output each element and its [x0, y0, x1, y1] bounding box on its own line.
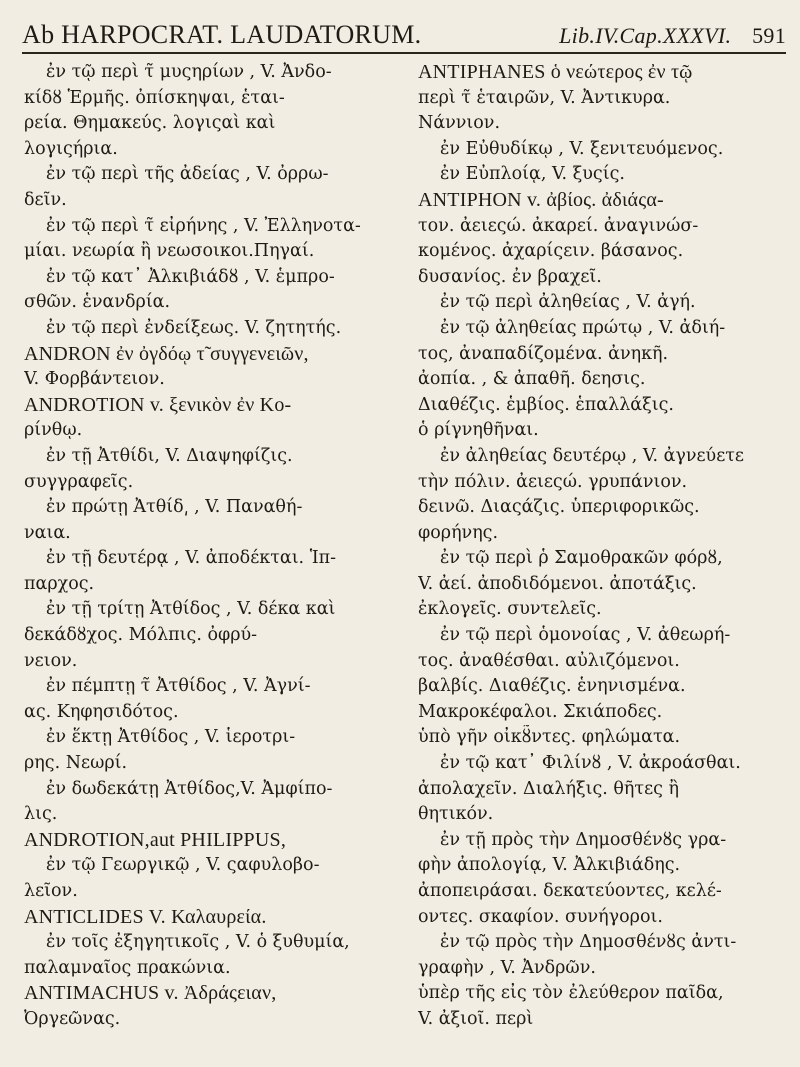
index-line: ἐν δωδεκάτῃ Ἀτθίδος,V. Ἀμφίπο- — [46, 778, 333, 799]
index-line: ἐν πρώτῃ Ἀτθίδ͵ , V. Παναθή- — [46, 497, 303, 518]
header-rule — [22, 52, 786, 54]
index-line: δυσανίος. ἐν βραχεῖ. — [418, 266, 602, 287]
index-line: ἐν τῇ πρὸς τὴν Δημοσθένȣς γρα- — [440, 829, 727, 850]
index-line: νειον. — [24, 650, 78, 671]
index-line: τον. ἀειεςώ. ἀκαρεί. ἀναγινώσ- — [418, 215, 699, 236]
index-line: ὑπὸ γῆν οἰκȣ̃ντες. φηλώματα. — [418, 727, 681, 748]
running-header — [22, 6, 786, 50]
index-line: περὶ τ̃ ἑταιρῶν, V. Ἀντικυρα. — [418, 87, 671, 108]
index-line: κομένος. ἀχαρίςειν. βάσανος. — [418, 241, 684, 262]
header-title: Ab HARPOCRAT. LAUDATORUM. — [22, 20, 422, 49]
index-line: ρης. Νεωρί. — [24, 753, 128, 774]
index-line: ἐν Εὐπλοίᾳ, V. ξυςίς. — [440, 164, 625, 185]
index-line: V. ἀεί. ἀποδιδόμενοι. ἀποτάξις. — [418, 573, 697, 594]
index-line: ἐν τῷ πρὸς τὴν Δημοσθένȣς ἀντι- — [440, 932, 737, 953]
index-line: φορήνης. — [418, 522, 499, 543]
index-line: σθῶν. ἑνανδρία. — [24, 292, 171, 313]
index-line: ἐν Εὐθυδίκῳ , V. ξενιτευόμενος. — [440, 138, 724, 159]
index-line: ἐν τῇ δευτέρᾳ , V. ἀποδέκται. Ἱπ- — [46, 548, 337, 569]
index-line: τος, ἀναπαδίζομένα. ἀνηκῆ. — [418, 343, 669, 364]
index-line: ἐν τῷ κατ᾽ Φιλίνȣ , V. ἀκροάσθαι. — [440, 753, 741, 774]
index-line: Μακροκέφαλοι. Σκιάποδες. — [418, 701, 663, 722]
index-line: δεινῶ. Διαςάζις. ὑπεριφορικῶς. — [418, 497, 700, 518]
left-column — [24, 60, 394, 1033]
author-entry-line: ANTIMACHUS v. Ἀδράςειαν, — [24, 982, 277, 1005]
index-line: μίαι. νεωρία ἢ νεωσοικοι.Πηγαί. — [24, 241, 315, 262]
page-number: 591 — [752, 23, 786, 48]
index-line: φὴν ἀπολογίᾳ, V. Ἀλκιβιάδης. — [418, 855, 681, 876]
index-line: ρεία. Θημακεύς. λογιςαὶ καὶ — [24, 113, 276, 134]
index-line: ἐν ἕκτῃ Ἀτθίδος , V. ἱεροτρι- — [46, 727, 296, 748]
index-line: Νάννιον. — [418, 113, 501, 134]
chapter-reference: Lib.IV.Cap.XXXVI. — [559, 23, 732, 48]
index-line: ἐν τῷ ἀληθείας πρώτῳ , V. ἀδιή- — [440, 317, 726, 338]
index-line: λεῖον. — [24, 881, 78, 901]
index-line: βαλβίς. Διαθέζις. ἑνηνισμένα. — [418, 676, 686, 697]
index-line: ἐν τῷ περὶ τῆς ἀδείας , V. ὀρρω- — [46, 164, 329, 185]
index-line: παλαμναῖος πρακώνια. — [24, 957, 231, 978]
index-line: γραφὴν , V. Ἀνδρῶν. — [418, 957, 596, 978]
index-line: ἐν τῷ περὶ ὁμονοίας , V. ἀθεωρή- — [440, 625, 731, 646]
index-line: ἐκλογεῖς. συντελεῖς. — [418, 599, 602, 620]
header-right — [559, 20, 786, 50]
index-line: ἐν τῷ περὶ ἐνδείξεως. V. ζητητής. — [46, 317, 342, 338]
index-line: ἀποπειράσαι. δεκατεύοντες, κελέ- — [418, 881, 722, 901]
index-line: παρχος. — [24, 573, 95, 594]
index-line: V. Φορβάντειον. — [24, 369, 165, 390]
index-line: ἐν τῷ περὶ ἀληθείας , V. ἀγή. — [440, 292, 696, 313]
right-column — [418, 60, 786, 1033]
author-entry-line: ANTIPHON v. ἀβίος. ἀδιάςα- — [418, 188, 664, 211]
index-line: ρίνθῳ. — [24, 420, 83, 441]
index-line: ἐν τῷ περὶ ῥ Σαμοθρακῶν φόρȣ, — [440, 548, 723, 569]
index-line: V. ἀξιοῖ. περὶ — [418, 1008, 534, 1029]
index-line: θητικόν. — [418, 804, 494, 825]
index-line: τὴν πόλιν. ἀειεςώ. γρυπάνιον. — [418, 471, 688, 492]
index-line: κίδȣ Ἑρμῆς. ὀπίσκηψαι, ἑται- — [24, 87, 285, 108]
index-line: ἀπολαχεῖν. Διαλήξις. θῆτες ἢ — [418, 778, 679, 799]
index-line: Ὀργεῶνας. — [24, 1008, 121, 1029]
index-line: ὑπὲρ τῆς εἰς τὸν ἐλεύθερον παῖδα, — [418, 983, 724, 1004]
author-entry-line: ANTIPHANES ὁ νεώτερος ἐν τῷ — [418, 61, 693, 83]
index-line: συγγραφεῖς. — [24, 471, 134, 492]
index-line: λογιςήρια. — [24, 138, 118, 159]
index-line: δεκάδȣχος. Μόλπις. ὀφρύ- — [24, 625, 258, 646]
author-entry-line: ANDROTION v. ξενικὸν ἐν Κο- — [24, 393, 292, 416]
index-line: ἐν τῇ τρίτῃ Ἀτθίδος , V. δέκα καὶ — [46, 599, 336, 620]
index-line: ἐν τῷ κατ᾽ Ἀλκιβιάδȣ , V. ἑμπρο- — [46, 266, 335, 287]
index-line: λις. — [24, 804, 58, 825]
index-line: ἐν ἀληθείας δευτέρῳ , V. ἀγνεύετε — [440, 445, 745, 466]
index-line: ἐν τῷ περὶ τ̃ εἰρήνης , V. Ἐλληνοτα- — [46, 215, 361, 236]
index-line: ἐν τῇ Ἀτθίδι, V. Διαψηφίζις. — [46, 445, 293, 466]
index-line: ὁ ρίγνηθῆναι. — [418, 420, 539, 441]
author-entry-line: ANDROTION,aut PHILIPPUS, — [24, 828, 287, 851]
index-line: τος. ἀναθέσθαι. αὐλιζόμενοι. — [418, 650, 680, 671]
author-entry-line: ANDRON ἐν ὀγδόῳ τ̃ συγγενειῶν, — [24, 342, 309, 365]
index-line: ἀοπία. , & ἀπαθῆ. δεησις. — [418, 369, 646, 390]
index-line: δεῖν. — [24, 189, 67, 210]
index-line: οντες. σκαφίον. συνήγοροι. — [418, 906, 663, 927]
index-line: ας. Κηφησιδότος. — [24, 701, 179, 722]
index-line: Διαθέζις. ἑμβίος. ἑπαλλάξις. — [418, 394, 674, 415]
author-entry-line: ANTICLIDES V. Καλαυρεία. — [24, 905, 267, 928]
index-line: ἐν τῷ περὶ τ̃ μυςηρίων , V. Ἀνδο- — [46, 62, 332, 82]
index-line: ναια. — [24, 522, 71, 543]
index-line: ἐν τοῖς ἐξηγητικοῖς , V. ὁ ξυθυμία, — [46, 932, 350, 953]
index-line: ἐν πέμπτῃ τ̃ Ἀτθίδος , V. Ἀγνί- — [46, 676, 311, 697]
index-line: ἐν τῷ Γεωργικῷ , V. ςαφυλοβο- — [46, 855, 320, 876]
